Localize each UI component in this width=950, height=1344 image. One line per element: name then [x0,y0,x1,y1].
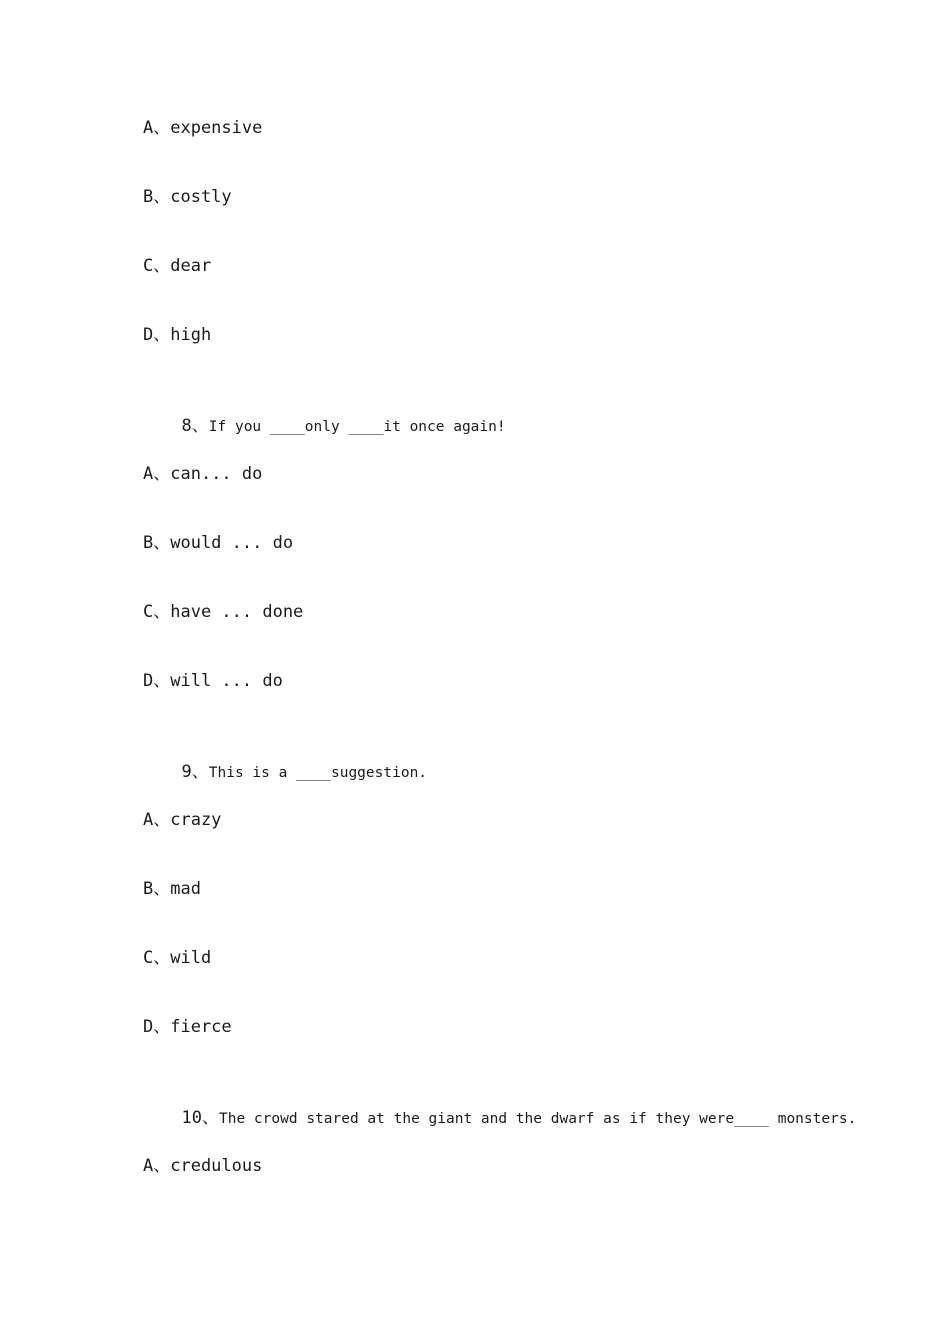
option-line: C、dear [143,256,212,276]
option-line: A、expensive [143,118,263,138]
option-line: D、fierce [143,1017,232,1037]
option-line: D、high [143,325,212,345]
question-number: 10、 [181,1108,220,1128]
question-text: The crowd stared at the giant and the dwarf as if they were____ monsters. [219,1111,857,1127]
question-number: 9、 [181,762,209,782]
option-line: A、can... do [143,464,263,484]
option-line: C、wild [143,948,212,968]
question-line [143,1085,856,1152]
option-line: B、would ... do [143,533,294,553]
option-line: A、credulous [143,1156,263,1176]
option-line: B、costly [143,187,232,207]
question-text: If you ____only ____it once again! [208,419,506,435]
question-number: 8、 [181,416,209,436]
question-text: This is a ____suggestion. [208,765,428,781]
option-line: B、mad [143,879,201,899]
option-line: D、will ... do [143,671,283,691]
question-line [143,739,427,806]
question-line [143,393,506,460]
option-line: A、crazy [143,810,222,830]
option-line: C、have ... done [143,602,304,622]
